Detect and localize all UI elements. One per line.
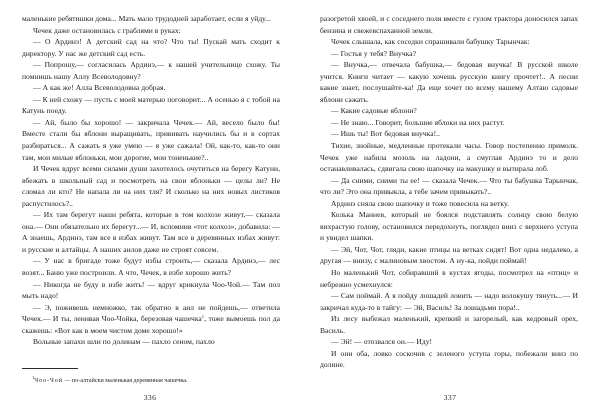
- footnote-divider: [22, 368, 78, 369]
- paragraph-text: — Э, поживешь немножко, так обратно в аил не пойдешь,— ответила Чечек.— И ты, ленивая Чоо-Чойка, березовая чашечка$^1$, тоже вымоешь пол да скажешь: «Вот как в моем чистом доме хорошо!»: [22, 302, 280, 335]
- paragraph: Колька Маннев, который не боялся подставлять солнцу свою белую вихрастую голову, остановился передохнуть, поглядел вниз с верхнего уступа и увидел шапки.: [320, 210, 578, 243]
- paragraph: Но маленький Чот, собиравший в кустах ягоды, посмотрел на «птиц» и небрежно усмехнулся:: [320, 268, 578, 289]
- paragraph: — Да сними, сними ты ее! — сказала Чечек.— Что ты бабушка Тарынчак, что ли? Это она привыкла, а тебе зачем привыкать?..: [320, 175, 578, 197]
- footnote-text: [22, 373, 278, 386]
- paragraph: — Эй! — отозвался он.— Иду!: [331, 337, 433, 347]
- paragraph: разогретой хвоей, и с соседнего поля вместе с гулом трактора доносился запах бензина и свежевспаханной земли.: [320, 14, 578, 35]
- footnote-reference: 1: [201, 314, 205, 320]
- paragraph: — У нас в бригаде тоже будут избы строить,— сказала Ардинэ,— лес возят... Баню уже построили. А что, Чечек, в избе хорошо жить?: [22, 256, 280, 278]
- footnote-term: Чоо-Чой: [34, 378, 63, 384]
- left-page-textblock: [22, 13, 280, 348]
- paragraph: — Эй, Чот, Чот, гляди, какие птицы на ветках сидят! Вот одна недалеко, а другая — внизу, с малиновым хвостом. А ну-ка, пойди поймай!: [320, 244, 578, 266]
- paragraph: — Ай, было бы хорошо! — закричала Чечек.— Ай, весело было бы! Вместе стали бы яблони выращивать, прививать научились бы и в сортах разбираться... А сажать я уже умею — я уже сажала! Ой, как-то, как-то они там, мои милые яблоньки, мои дорогие, мои тоненькие?..: [22, 117, 280, 162]
- page-number-left: 336: [143, 393, 157, 402]
- paragraph: — Какие садовые яблони?: [331, 106, 417, 116]
- paragraph: — А как же! Алла Всеволодовна добрая.: [33, 83, 166, 93]
- paragraph: И Чечек вдруг всеми силами души захотелось очутиться на берегу Катуни, вбежать в школьный сад и посмотреть на свои яблоньки — целы ли? Не сломал ли кто? Не напала ли на них тля? И сколько на них новых листиков распустилось?..: [22, 164, 280, 208]
- footnote-definition: — по-алтайски маленькая деревянная чашечка.: [64, 378, 188, 384]
- paragraph: Чечек слышала, как соседки спрашивали бабушку Тарынчак:: [331, 37, 530, 47]
- footnote-block: [22, 368, 278, 386]
- paragraph: — Ишь ты! Вот бедовая внучка!..: [331, 129, 440, 139]
- paragraph-with-footnote-ref: [22, 302, 280, 337]
- paragraph: И они оба, ловко соскочив с зеленого уступа горы, побежали вниз по долине.: [320, 348, 578, 370]
- paragraph: — К ней схожу — пусть с моей матерью поговорит... А осенью я с тобой на Катунь поеду.: [22, 94, 280, 116]
- page-number-right: 337: [443, 393, 457, 402]
- paragraph: Из лесу выбежал маленький, крепкий и загорелый, как кедровый орех, Василь.: [320, 314, 578, 335]
- footnote-marker: 1: [32, 375, 35, 380]
- paragraph: маленькие ребятишки дома... Мать мало трудодней заработает, если я уйду...: [22, 14, 271, 23]
- paragraph: — О Ардинэ! А детский сад на что? Что ты! Пускай мать сходит к директору. У нас же детский сад есть.: [22, 37, 280, 58]
- paragraph: Вольные запахи шли по долинам — пахло сеном, пахло: [33, 337, 215, 347]
- page-right: [300, 0, 600, 414]
- paragraph: — Их там берегут наши ребята, которые в том колхозе живут,— сказала она.— Они обязательно их берегут...— И, вспомнив «тот колхоз», добавила: — А знаешь, Ардинэ, там все в избах живут. Там все в деревянных избах живут: и русские и алтайцы. А наших аилов даже не строят совсем.: [22, 210, 280, 254]
- right-page-textblock: [320, 13, 578, 371]
- paragraph: — Никогда не буду в избе жить! — вдруг крикнула Чоо-Чой.— Там пол мыть надо!: [22, 279, 280, 301]
- paragraph: — Гостья у тебя? Внучка?: [331, 48, 416, 58]
- paragraph: — Попрошу,— согласилась Ардинэ,— к нашей учительнице схожу. Ты помнишь нашу Аллу Всеволодовну?: [22, 60, 280, 81]
- paragraph: — Не знаю... Говорит, большие яблоки на них растут.: [331, 117, 505, 127]
- paragraph: Чечек даже остановилась с граблями в руках:: [33, 25, 181, 35]
- paragraph: Ардинэ сняла свою шапочку и тоже повесила на ветку.: [331, 198, 509, 208]
- paragraph: — Сам поймай. А я пойду лошадей ловить — надо волокушу тянуть...— И закричал куда-то в тайгу: — Эй, Василь! За лошадьми пора!..: [320, 291, 578, 312]
- paragraph: Тихие, знойные, медленные протекали часы. Говор постепенно примолк. Чечек уже набила мозоль на ладони, а смуглая Ардинэ то и дело останавливалась, сдвигала свою шапочку на макушку и вытирала лоб.: [320, 141, 578, 174]
- paragraph: — Внучка,— отвечала бабушка,— бедовая внучка! В русской школе учится. Книги читает — какую хочешь русскую книгу прочтет!.. А песни какие знает, послушайте-ка! Да еще хочет по всему нашему Алтаю садовые яблони сажать.: [320, 60, 578, 104]
